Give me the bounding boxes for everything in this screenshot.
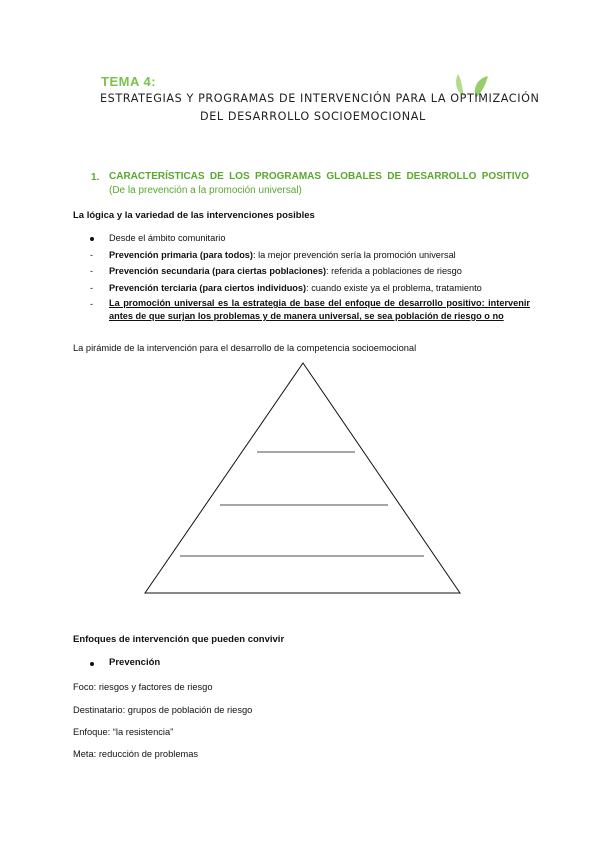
list-item (90, 281, 530, 296)
destinatario-line: Destinatario: grupos de población de riesgo (73, 705, 253, 715)
approaches-heading: Enfoques de intervención que pueden convivir (73, 634, 285, 645)
prevention-label: Prevención (109, 657, 161, 668)
list-item (90, 248, 530, 263)
bullet-marker (90, 231, 102, 246)
tema-label: TEMA 4: (101, 74, 157, 89)
meta-line: Meta: reducción de problemas (73, 749, 199, 759)
chapter-title-line2: DEL DESARROLLO SOCIOEMOCIONAL (200, 110, 426, 123)
list-item-bold: Prevención primaria (para todos) (109, 249, 253, 260)
section-title-sub: (De la prevención a la promoción universal) (109, 185, 302, 196)
chapter-title-line1: ESTRATEGIAS Y PROGRAMAS DE INTERVENCIÓN PARA LA OPTIMIZACIÓN (100, 92, 540, 105)
enfoque-line: Enfoque: “la resistencia” (73, 727, 174, 737)
prevention-bullet (90, 657, 160, 668)
list-item-text: Desde el ámbito comunitario (109, 233, 226, 243)
list-item-bold: Prevención terciaria (para ciertos individuos) (109, 282, 307, 293)
bullet-marker (90, 662, 94, 666)
list-item-text: : la mejor prevención sería la promoción universal (252, 249, 456, 260)
list-item-text: : cuando existe ya el problema, tratamiento (306, 282, 482, 293)
pyramid-caption: La pirámide de la intervención para el desarrollo de la competencia socioemocional (73, 343, 417, 353)
dash-marker: - (90, 282, 94, 293)
pyramid-outline (145, 363, 460, 593)
dash-marker: - (90, 266, 94, 276)
list-item-text: : referida a poblaciones de riesgo (326, 266, 462, 276)
section-title (109, 170, 529, 198)
foco-line: Foco: riesgos y factores de riesgo (73, 682, 213, 692)
logic-heading: La lógica y la variedad de las intervenciones posibles (73, 210, 315, 221)
list-item (90, 297, 530, 323)
section-title-main: CARACTERÍSTICAS DE LOS PROGRAMAS GLOBALES DE DESARROLLO POSITIVO (109, 171, 529, 182)
dash-marker: - (90, 299, 94, 309)
list-item-bold: Prevención secundaria (para ciertas poblaciones) (109, 266, 327, 276)
intervention-list (90, 231, 530, 325)
list-item (90, 264, 530, 279)
section-number: 1. (91, 172, 100, 183)
list-item (90, 231, 530, 246)
dash-marker: - (90, 249, 94, 260)
list-item-key-statement: La promoción universal es la estrategia de base del enfoque de desarrollo positivo: intervenir antes de que surjan los problemas y de manera universal, se sea población de riesgo o no (109, 298, 530, 321)
pyramid-diagram (140, 360, 470, 600)
